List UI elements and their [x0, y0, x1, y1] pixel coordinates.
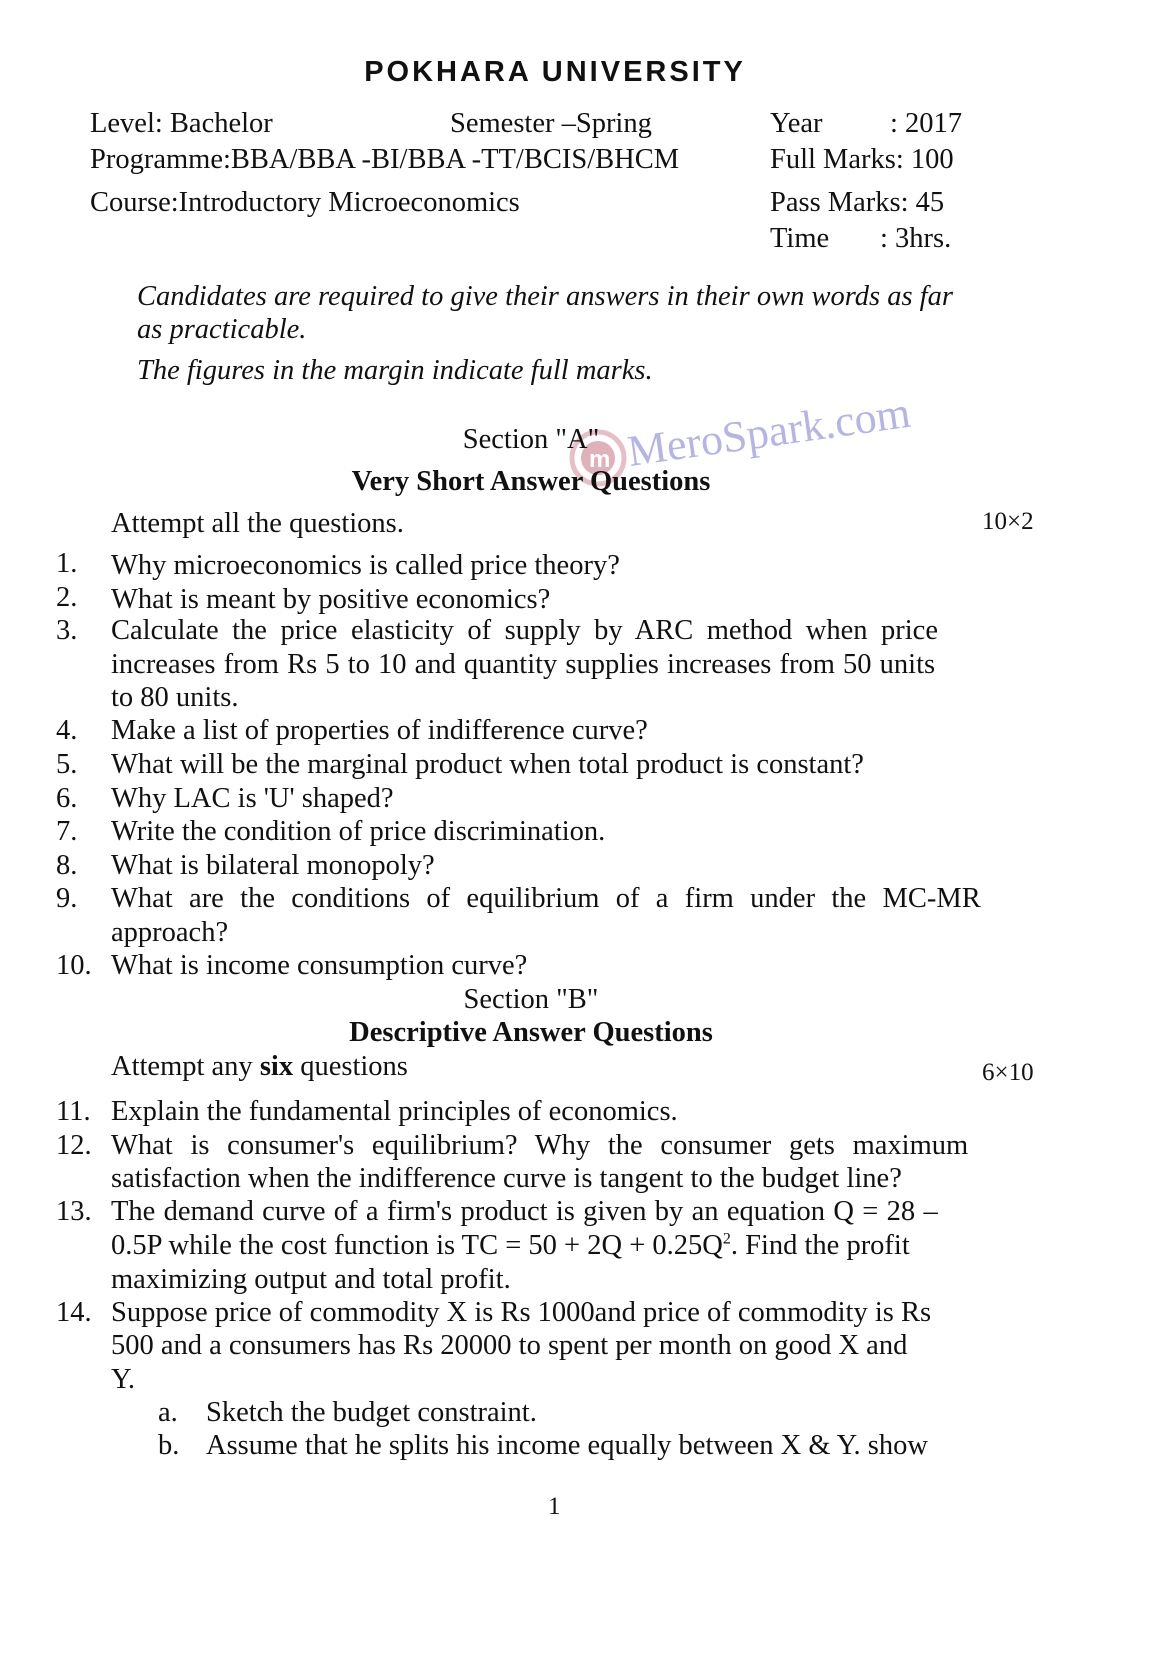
full-marks-label: Full Marks: 100	[770, 144, 954, 175]
question-number: 8.	[56, 850, 78, 881]
section-b-subtitle: Descriptive Answer Questions	[349, 1017, 713, 1048]
question-number: 7.	[56, 816, 78, 847]
subquestion-text: Assume that he splits his income equally between X & Y. show	[206, 1430, 928, 1461]
year-value: : 2017	[890, 108, 963, 139]
question-number: 10.	[56, 950, 92, 981]
time-value: : 3hrs.	[880, 223, 952, 254]
instruction-emphasis: six	[259, 1051, 294, 1082]
watermark-badge-letter: m	[589, 446, 611, 473]
question-text-line: What is bilateral monopoly?	[111, 850, 435, 881]
university-title: POKHARA UNIVERSITY	[364, 56, 746, 88]
question-text-line: 0.5P while the cost function is TC = $50 + 2Q + 0.25Q^2$. Find the profit	[111, 1230, 910, 1261]
programme-label: Programme:BBA/BBA -BI/BBA -TT/BCIS/BHCM	[90, 144, 680, 175]
question-text-line: Calculate the price elasticity of supply by ARC method when price	[111, 615, 938, 646]
watermark-text: MeroSpark.com	[624, 387, 914, 476]
question-number: 12.	[56, 1130, 92, 1161]
question-text-line: to 80 units.	[111, 682, 239, 713]
section-a-instruction: Attempt all the questions.	[111, 508, 404, 539]
question-text-line: What is income consumption curve?	[111, 950, 528, 981]
question-text: Why microeconomics is called price theory?	[111, 550, 620, 581]
question-text-line: increases from Rs 5 to 10 and quantity supplies increases from 50 units	[111, 649, 936, 680]
instruction-line-2: as practicable.	[137, 314, 307, 345]
question-text-line: satisfaction when the indifference curve is tangent to the budget line?	[111, 1163, 902, 1194]
question-number: 2.	[56, 582, 78, 613]
time-label: Time	[770, 223, 830, 254]
section-b-title: Section "B"	[463, 984, 599, 1015]
question-text-line: What is consumer's equilibrium? Why the consumer gets maximum	[111, 1130, 969, 1161]
question-text: What is meant by positive economics?	[111, 584, 551, 615]
section-b-instruction: Attempt any six questions	[111, 1051, 408, 1082]
question-text-line: maximizing output and total profit.	[111, 1264, 511, 1295]
question-number: 13.	[56, 1196, 92, 1227]
question-text-line: Write the condition of price discrimination.	[111, 816, 606, 847]
question-text-line: What will be the marginal product when total product is constant?	[111, 749, 864, 780]
section-a-marks: 10×2	[982, 508, 1034, 535]
question-text-line: The demand curve of a firm's product is given by an equation Q = 28 –	[111, 1196, 938, 1227]
question-text-line: Why LAC is 'U' shaped?	[111, 783, 394, 814]
question-number: 1.	[56, 548, 78, 579]
question-text-line: Suppose price of commodity X is Rs 1000and price of commodity is Rs	[111, 1297, 932, 1328]
section-a-subtitle: Very Short Answer Questions	[351, 466, 711, 497]
question-number: 11.	[56, 1096, 91, 1127]
question-text-line: Y.	[111, 1364, 136, 1395]
section-a-title: Section "A"	[462, 424, 600, 455]
question-number: 9.	[56, 883, 78, 914]
level-label: Level: Bachelor	[90, 108, 273, 139]
course-label: Course:Introductory Microeconomics	[90, 187, 520, 218]
subquestion-text: Sketch the budget constraint.	[206, 1397, 537, 1428]
section-b-marks: 6×10	[982, 1059, 1034, 1086]
subquestion-label: a.	[158, 1397, 178, 1428]
instruction-line-3: The figures in the margin indicate full marks.	[137, 355, 653, 386]
subquestion-label: b.	[158, 1430, 180, 1461]
page-number: 1	[548, 1493, 561, 1520]
question-text-line: Explain the fundamental principles of economics.	[111, 1096, 678, 1127]
question-number: 3.	[56, 615, 78, 646]
semester-label: Semester –Spring	[450, 108, 652, 139]
question-text-line: Make a list of properties of indifference curve?	[111, 715, 648, 746]
year-label: Year	[770, 108, 823, 139]
question-number: 14.	[56, 1297, 92, 1328]
question-text-line: approach?	[111, 917, 229, 948]
question-number: 5.	[56, 749, 78, 780]
exponent: 2	[722, 1230, 731, 1248]
question-text-line: What are the conditions of equilibrium of a firm under the MC-MR	[111, 883, 981, 914]
question-text-line: 500 and a consumers has Rs 20000 to spent per month on good X and	[111, 1330, 908, 1361]
instruction-line-1: Candidates are required to give their answers in their own words as far	[137, 281, 953, 312]
question-number: 6.	[56, 783, 78, 814]
pass-marks-label: Pass Marks: 45	[770, 187, 945, 218]
question-number: 4.	[56, 715, 78, 746]
